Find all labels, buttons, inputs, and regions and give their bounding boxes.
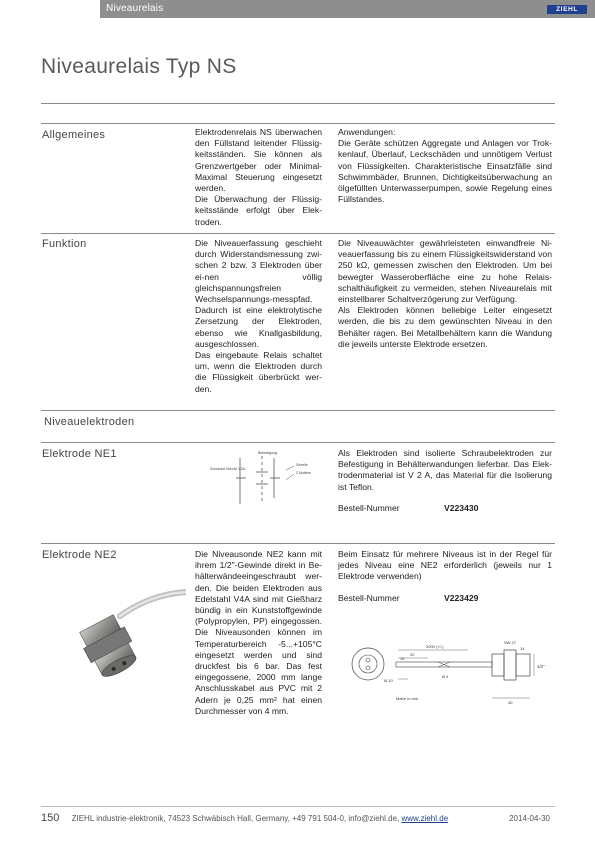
allgemeines-text-left	[195, 127, 322, 228]
section-divider	[41, 410, 555, 411]
ne1-diagram	[200, 448, 328, 506]
section-heading-funktion: Funktion	[42, 238, 87, 250]
paragraph: Als Elektroden können beliebige Leiter eingesetzt werden, die bis zu dem gewünschten Niveau in den Behälter ragen. Bei Metallbehältern kann die Wandung die jeweils unterste Elektrode ersetzen.	[338, 305, 552, 349]
ne2-product-photo	[60, 582, 186, 692]
paragraph: Das eingebaute Relais schaltet um, wenn die Elektroden durch die Flüssigkeit überbrückt wer-den.	[195, 350, 322, 394]
ne2-order-number: V223429	[444, 593, 479, 603]
allgemeines-text-right	[338, 127, 552, 205]
ne1-order-number: V223430	[444, 503, 479, 513]
dim-sw27: SW 27	[504, 640, 517, 645]
ne2-order-label: Bestell-Nummer	[338, 593, 400, 603]
footer	[41, 812, 448, 824]
section-heading-allgemeines: Allgemeines	[42, 129, 106, 141]
paragraph: Die Geräte schützen Aggregate und Anlagen vor Trok-kenlauf, Überlauf, Leckschäden und unnötigem Verlust von Flüssigkeiten. Charakteristische Einsatzfälle sind Schwimmbäder, Brunnen, Dichtigkeitsüberwachung an ölgefüllten Unterwasserpumpen, sowie Regelung eines Füllstandes.	[338, 138, 552, 205]
ne2-order-row	[338, 593, 552, 603]
dim-d10: Ø 10	[384, 678, 393, 683]
page-number: 150	[41, 812, 60, 824]
dim-14: 14	[520, 646, 525, 651]
footer-divider	[41, 806, 555, 807]
header-band	[100, 0, 595, 18]
title-divider	[41, 103, 555, 104]
footer-website-link[interactable]: www.ziehl.de	[401, 814, 449, 823]
section-heading-niveauelektroden: Niveauelektroden	[44, 416, 135, 428]
dim-thread: 1/2"	[537, 664, 545, 669]
footer-company: ZIEHL industrie-elektronik, 74523 Schwäbisch Hall, Germany, +49 791 504-0, info@ziehl.de,	[71, 814, 400, 823]
funktion-text-right	[338, 238, 552, 350]
funktion-text-left	[195, 238, 322, 395]
ne2-technical-drawing	[338, 632, 552, 706]
ne1-label-muttern: 2 Muttern	[296, 471, 312, 475]
ne1-order-row	[338, 503, 552, 513]
category-label: Niveaurelais	[106, 3, 164, 14]
ne2-text: Beim Einsatz für mehrere Niveaus ist in der Regel für jedes Niveau eine NE2 erforderlich (jeweils nur 1 Elektrode verwenden)	[338, 549, 552, 582]
section-heading-ne2: Elektrode NE2	[42, 549, 117, 561]
paragraph: Die Überwachung der Flüssig-keitsstände erfolgt über Elek-troden.	[195, 194, 322, 227]
units-note: Maße in mm	[396, 696, 419, 701]
dim-d4: Ø 4	[442, 674, 449, 679]
dim-2000: 2000 (+/-)	[426, 644, 444, 649]
section-divider	[41, 233, 555, 234]
ne1-order-label: Bestell-Nummer	[338, 503, 400, 513]
dim-20: 20	[410, 652, 415, 657]
dim-40: 40	[508, 700, 513, 705]
paragraph: Anwendungen:	[338, 127, 396, 137]
page-title: Niveaurelais Typ NS	[41, 55, 237, 78]
ne2-text-left: Die Niveausonde NE2 kann mit ihrem 1/2"-Gewinde direkt in Be-hälterwändeeingeschraubt wer-den. Die beiden Elektroden aus Edelstahl V4A sind mit Gießharz bündig in ein Kunststoffgewinde (Polypropylen, PP) eingegossen. Die Niveausonden können im Temperaturbereich -5...+105°C eingesetzt werden und sind druckfest bis 6 bar. Das fest eingegossene, 2000 mm lange Anschlusskabel aus PVC mit 2 Adern je 0,25 mm² hat einen Durchmesser von 4 mm.	[195, 549, 322, 716]
ne1-label-befestigung: Befestigung	[258, 451, 277, 455]
paragraph: Die Niveauerfassung geschieht durch Widerstandsmessung zwi-schen 2 bzw. 3 Elektroden über ei-nen völlig gleichspannungsfreien Wechselspannungs-messpfad. Dadurch ist eine elektrolytische Zersetzung der Elektroden, ebenso wie Knallgasbildung, ausgeschlossen.	[195, 238, 322, 349]
paragraph: Die Niveauwächter gewährleisteten einwandfreie Ni-veauerfassung bis zu einem Flüssigkeitswiderstand von 250 kΩ, gemessen zwischen den Elektroden. Um bei bewegter Wasseroberfläche eine zu hohe Relais-schalthäufigkeit zu vermeiden, stehen Niveaurelais mit einstellbarer Schaltverzögerung zur Verfügung.	[338, 238, 552, 305]
ne1-label-schelle: Schelle	[296, 463, 308, 467]
paragraph: Elektrodenrelais NS überwachen den Füllstand leitender Flüssig-keitsständen. Sie können als Grenzwertgeber oder Minimal-Maximal Steuerung eingesetzt werden.	[195, 127, 322, 194]
ne1-label-schraube: Schraube M4x40 V2A	[210, 467, 245, 471]
footer-date: 2014-04-30	[509, 814, 550, 823]
section-divider	[41, 543, 555, 544]
section-divider	[41, 442, 555, 443]
section-divider	[41, 123, 555, 124]
dim-10: 10	[400, 656, 405, 661]
ne1-text: Als Elektroden sind isolierte Schraubelektroden zur Befestigung in Behälterwandungen lieferbar. Das Elek-trodenmaterial ist V 2 A, das Material für die Isolierung ist Teflon.	[338, 448, 552, 492]
section-heading-ne1: Elektrode NE1	[42, 448, 117, 460]
ziehl-logo: ZIEHL	[547, 5, 587, 14]
